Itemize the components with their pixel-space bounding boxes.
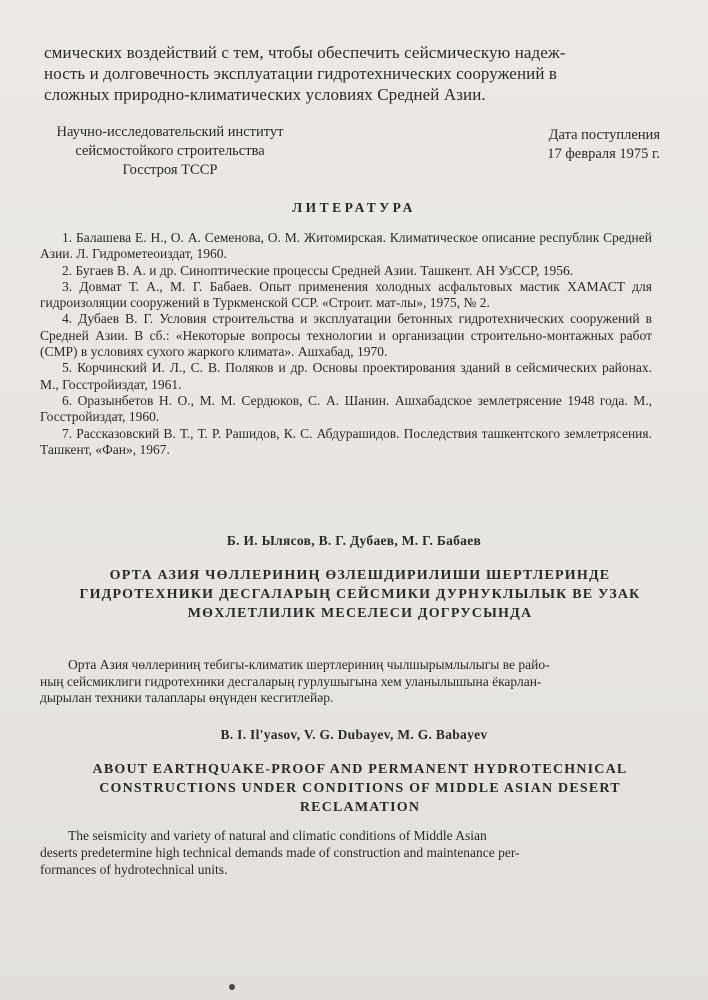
affiliation-line: Научно-исследовательский институт <box>56 124 284 140</box>
received-date-block <box>500 126 660 164</box>
english-authors: B. I. Il'yasov, V. G. Dubayev, M. G. Babayev <box>220 727 488 742</box>
intro-paragraph <box>44 42 656 105</box>
english-title <box>60 760 660 817</box>
turkmen-authors: Б. И. Ылясов, В. Г. Дубаев, М. Г. Бабаев <box>226 533 482 548</box>
english-abstract <box>40 827 652 878</box>
turkmen-abstract-line: ның сейсмиклиги гидротехники десгаларың гурлушыгына хем уланылышына ёкарлан- <box>40 673 542 689</box>
reference-list <box>40 230 652 458</box>
turkmen-title <box>40 566 680 623</box>
intro-line: сложных природно-климатических условиях Средней Азии. <box>44 85 486 104</box>
intro-line: смических воздействий с тем, чтобы обеспечить сейсмическую надеж- <box>44 43 566 62</box>
english-title-line: ABOUT EARTHQUAKE-PROOF AND PERMANENT HYDROTECHNICAL <box>92 762 628 777</box>
english-title-line: RECLAMATION <box>299 800 421 815</box>
reference-item: 1. Балашева Е. Н., О. А. Семенова, О. М. Житомирская. Климатическое описание республик Средней Азии. Л. Гидрометеоиздат, 1960. <box>40 230 652 262</box>
reference-item: 3. Довмат Т. А., М. Г. Бабаев. Опыт применения холодных асфальтовых мастик ХАМАСТ для гидроизоляции сооружений в Туркменской ССР. «Строит. мат-лы», 1975, № 2. <box>40 278 652 311</box>
literature-heading: ЛИТЕРАТУРА <box>292 200 416 215</box>
received-label: Дата поступления <box>548 127 660 143</box>
ink-speck <box>229 984 235 990</box>
affiliation-line: Госстроя ТССР <box>122 162 218 178</box>
turkmen-abstract-line: Орта Азия чөллериниң тебигы-климатик шертлериниң чылшырымлылыгы ве райо- <box>68 657 550 672</box>
turkmen-abstract <box>40 657 652 707</box>
reference-item: 5. Корчинский И. Л., С. В. Поляков и др. Основы проектирования зданий в сейсмических районах. М., Госстройиздат, 1961. <box>40 360 652 392</box>
affiliation-block <box>40 123 300 180</box>
reference-item: 4. Дубаев В. Г. Условия строительства и эксплуатации бетонных гидротехнических сооружений в Средней Азии. В сб.: «Некоторые вопросы технологии и организации строительно-монтажных работ (СМР) в условиях сухого жаркого климата». Ашхабад, 1970. <box>40 311 652 360</box>
english-abstract-line: deserts predetermine high technical demands made of construction and maintenance per- <box>40 845 520 860</box>
turkmen-title-line: ГИДРОТЕХНИКИ ДЕСГАЛАРЫҢ СЕЙСМИКИ ДУРНУКЛЫЛЫК ВЕ УЗАК <box>79 587 641 602</box>
english-abstract-line: formances of hydrotechnical units. <box>40 862 228 877</box>
received-date: 17 февраля 1975 г. <box>547 146 660 162</box>
reference-item: 2. Бугаев В. А. и др. Синоптические процессы Средней Азии. Ташкент. АН УзССР, 1956. <box>62 262 574 278</box>
turkmen-title-line: МӨХЛЕТЛИЛИК МЕСЕЛЕСИ ДОГРУСЫНДА <box>187 606 533 621</box>
turkmen-title-line: ОРТА АЗИЯ ЧӨЛЛЕРИНИҢ ӨЗЛЕШДИРИЛИШИ ШЕРТЛЕРИНДЕ <box>109 568 611 583</box>
reference-item: 6. Оразынбетов Н. О., М. М. Сердюков, С. А. Шанин. Ашхабадское землетрясение 1948 года. М., Госстройиздат, 1960. <box>40 392 652 425</box>
affiliation-line: сейсмостойкого строительства <box>75 143 265 159</box>
turkmen-abstract-line: дырылан техники талаплары өңүнден кесгитлейәр. <box>40 690 334 705</box>
reference-item: 7. Рассказовский В. Т., Т. Р. Рашидов, К. С. Абдурашидов. Последствия ташкентского землетрясения. Ташкент, «Фан», 1967. <box>40 425 652 457</box>
intro-line: ность и долговечность эксплуатации гидротехнических сооружений в <box>44 64 558 83</box>
english-title-line: CONSTRUCTIONS UNDER CONDITIONS OF MIDDLE ASIAN DESERT <box>99 781 621 796</box>
english-abstract-line: The seismicity and variety of natural and climatic conditions of Middle Asian <box>68 828 487 843</box>
